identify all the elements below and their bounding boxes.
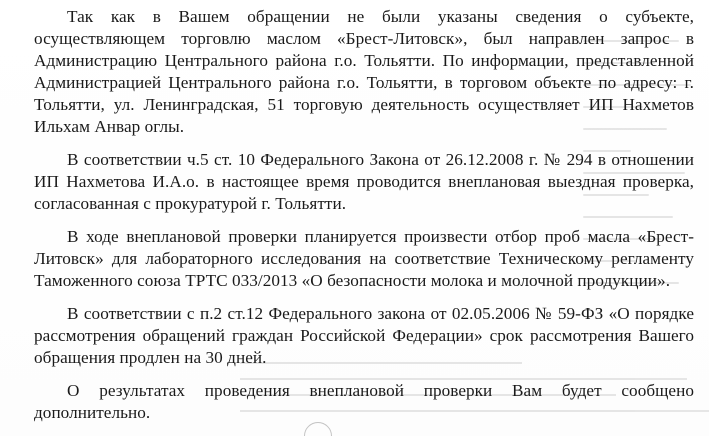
paragraph-sampling: В ходе внеплановой проверки планируется произвести отбор проб масла «Брест-Литовск» для лабораторного исследования на соответствие Техническому регламенту Таможенного союза ТРТС 033/2013 «О безопасности молока и молочной продукции».: [34, 227, 694, 290]
paragraph-results-notice: О результатах проведения внеплановой проверки Вам будет сообщено дополнительно.: [34, 381, 694, 422]
paragraph-subject-info: Так как в Вашем обращении не были указаны сведения о субъекте, осуществляющем торговлю маслом «Брест-Литовск», был направлен запрос в Администрацию Центрального района г.о. Тольятти. По информации, представленной Администрацией Центрального района г.о. Тольятти, в торговом объекте по адресу: г. Тольятти, ул. Ленинградская, 51 торговую деятельность осуществляет ИП Нахметов Ильхам Анвар оглы.: [34, 7, 694, 136]
paragraph-inspection: В соответствии ч.5 ст. 10 Федерального Закона от 26.12.2008 г. № 294 в отношении ИП Нахметова И.А.о. в настоящее время проводится внеплановая выездная проверка, согласованная с прокуратурой г. Тольятти.: [34, 150, 694, 213]
paragraph-deadline-extension: В соответствии с п.2 ст.12 Федерального закона от 02.05.2006 № 59-ФЗ «О порядке рассмотрения обращений граждан Российской Федерации» срок рассмотрения Вашего обращения продлен на 30 дней.: [34, 304, 694, 367]
letter-body: [34, 6, 694, 435]
